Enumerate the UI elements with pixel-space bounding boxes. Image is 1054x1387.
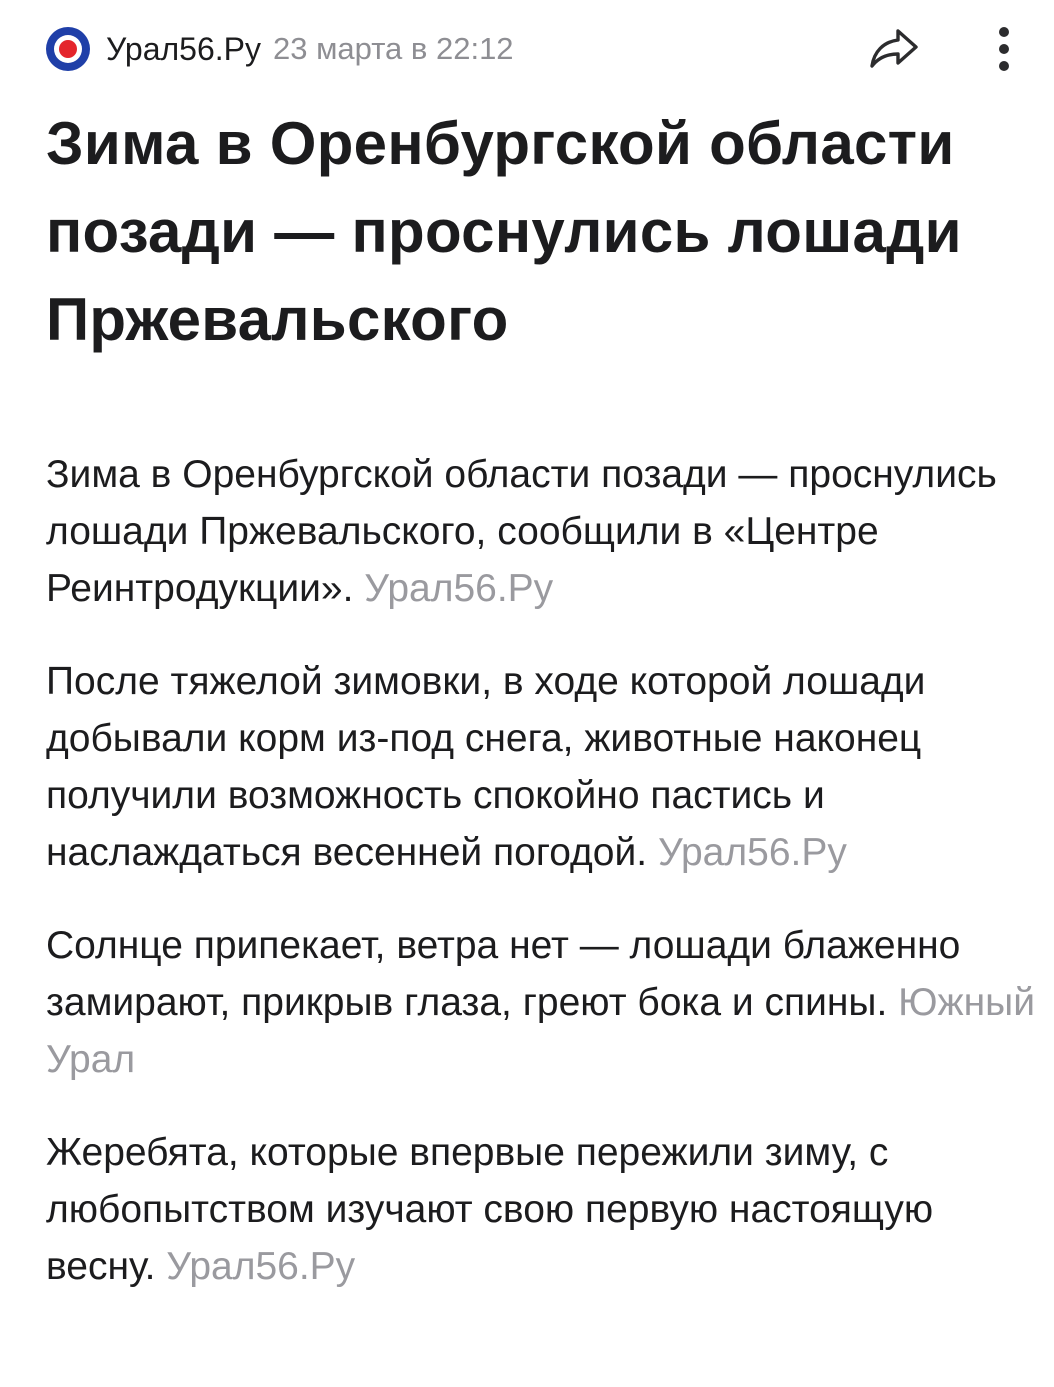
- share-button[interactable]: [864, 22, 924, 76]
- article-paragraph: [46, 1124, 1041, 1295]
- paragraph-text: Зима в Оренбургской области позади — проснулись лошади Пржевальского, сообщили в «Центре Реинтродукции».: [46, 453, 997, 610]
- source-logo[interactable]: [46, 27, 90, 71]
- article-paragraph: [46, 653, 1041, 881]
- source-name[interactable]: Урал56.Ру: [106, 30, 261, 67]
- post-date: 23 марта в 22:12: [272, 31, 514, 66]
- paragraph-source-link[interactable]: Урал56.Ру: [364, 567, 554, 610]
- article-paragraph: [46, 917, 1041, 1088]
- paragraph-source-link[interactable]: Урал56.Ру: [657, 831, 847, 874]
- more-menu-button[interactable]: [984, 22, 1024, 76]
- article-body: [46, 446, 1041, 1331]
- paragraph-source-link[interactable]: Урал56.Ру: [166, 1245, 356, 1288]
- share-arrow-icon: [868, 26, 920, 72]
- more-vertical-icon: [997, 25, 1011, 73]
- article-paragraph: [46, 446, 1041, 617]
- post-header: [46, 22, 1024, 76]
- paragraph-source-link[interactable]: Южный Урал: [46, 981, 1035, 1081]
- article-title: Зима в Оренбургской области позади — проснулись лошади Пржевальского: [46, 110, 962, 353]
- paragraph-text: После тяжелой зимовки, в ходе которой лошади добывали корм из-под снега, животные наконец получили возможность спокойно пастись и наслаждаться весенней погодой.: [46, 660, 926, 874]
- paragraph-text: Жеребята, которые впервые пережили зиму, с любопытством изучают свою первую настоящую весну.: [46, 1131, 934, 1288]
- paragraph-text: Солнце припекает, ветра нет — лошади блаженно замирают, прикрыв глаза, греют бока и спины.: [46, 924, 961, 1024]
